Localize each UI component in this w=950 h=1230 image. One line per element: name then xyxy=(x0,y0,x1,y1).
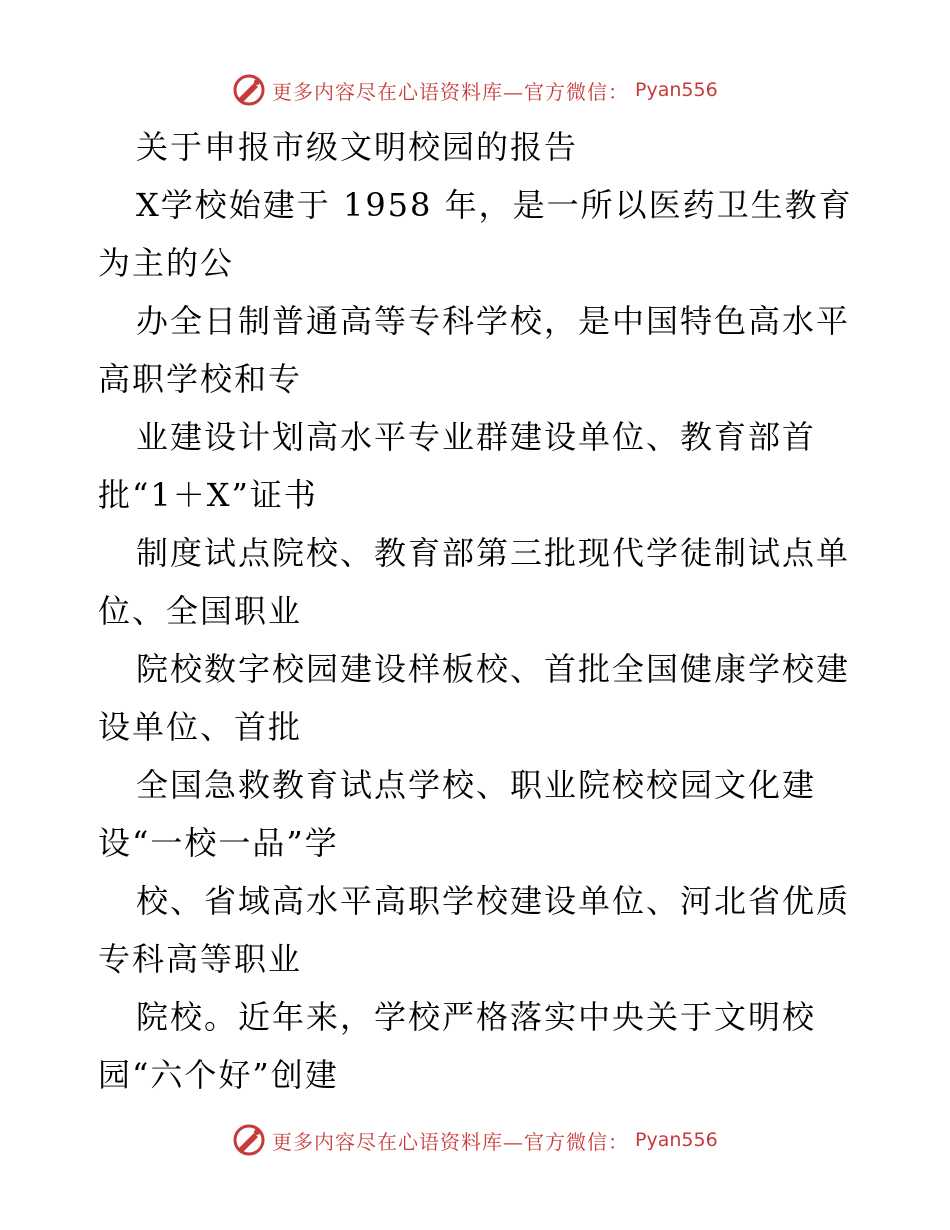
paragraph-3 xyxy=(98,408,858,524)
paragraph-line: 业建设计划高水平专业群建设单位、教育部首 xyxy=(136,418,817,456)
pen-circle-logo-icon xyxy=(232,73,266,107)
paragraph-line: 办全日制普通高等专科学校，是中国特色高水平 xyxy=(136,302,851,340)
watermark-text: 更多内容尽在心语资料库—官方微信： xyxy=(272,1129,629,1154)
document-body xyxy=(98,118,858,1104)
footer-watermark xyxy=(232,1120,718,1160)
paragraph-line: 制度试点院校、教育部第三批现代学徒制试点单 xyxy=(136,534,851,572)
paragraph-8 xyxy=(98,988,858,1104)
paragraph-line: 高职学校和专 xyxy=(98,360,303,398)
paragraph-2 xyxy=(98,292,858,408)
paragraph-5 xyxy=(98,640,858,756)
paragraph-7 xyxy=(98,872,858,988)
paragraph-line: 园“六个好”创建 xyxy=(98,1056,339,1094)
document-title: 关于申报市级文明校园的报告 xyxy=(136,128,579,166)
paragraph-line: 设单位、首批 xyxy=(98,708,303,746)
paragraph-6 xyxy=(98,756,858,872)
paragraph-line: 全国急救教育试点学校、职业院校校园文化建 xyxy=(136,766,817,804)
watermark-text: 更多内容尽在心语资料库—官方微信： xyxy=(272,79,629,104)
header-watermark xyxy=(232,70,718,110)
paragraph-1 xyxy=(98,176,858,292)
paragraph-line: 院校数字校园建设样板校、首批全国健康学校建 xyxy=(136,650,851,688)
paragraph-line: X学校始建于 1958 年，是一所以医药卫生教育 xyxy=(136,186,853,224)
paragraph-line: 位、全国职业 xyxy=(98,592,303,630)
watermark-wechat: Pyan556 xyxy=(635,1129,718,1151)
paragraph-line: 设“一校一品”学 xyxy=(98,824,339,862)
paragraph-line: 院校。近年来，学校严格落实中央关于文明校 xyxy=(136,998,817,1036)
paragraph-line: 专科高等职业 xyxy=(98,940,303,978)
paragraph-line: 为主的公 xyxy=(98,244,235,282)
paragraph-4 xyxy=(98,524,858,640)
paragraph-line: 批“1＋X”证书 xyxy=(98,476,318,514)
pen-circle-logo-icon xyxy=(232,1123,266,1157)
paragraph-line: 校、省域高水平高职学校建设单位、河北省优质 xyxy=(136,882,851,920)
watermark-wechat: Pyan556 xyxy=(635,79,718,101)
